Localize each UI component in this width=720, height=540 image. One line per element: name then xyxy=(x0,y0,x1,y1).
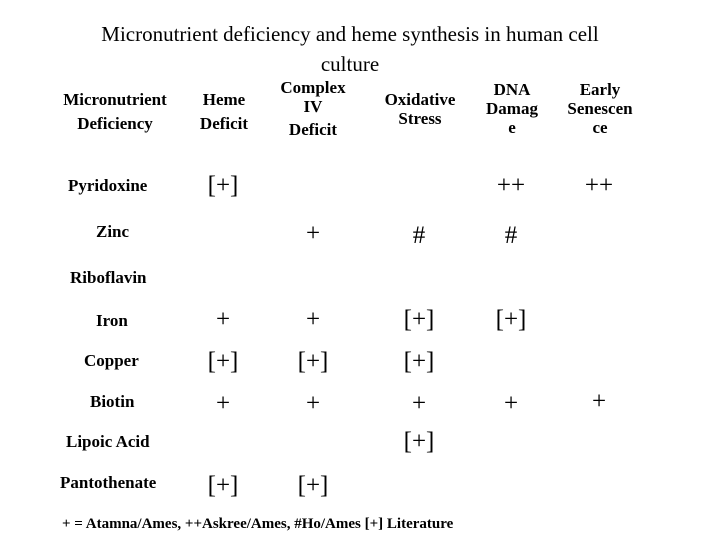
cell-zinc-dna: # xyxy=(504,222,518,249)
cell-pantothenate-complex-iv: [+] xyxy=(297,472,329,499)
cell-pyridoxine-heme: [+] xyxy=(207,172,239,199)
cell-iron-oxidative: [+] xyxy=(403,306,435,333)
header-text: IV xyxy=(303,97,323,116)
cell-pantothenate-heme: [+] xyxy=(207,472,239,499)
row-label-biotin: Biotin xyxy=(90,392,135,411)
cell-biotin-senescence: + xyxy=(591,388,607,415)
cell-zinc-oxidative: # xyxy=(412,222,426,249)
header-text: ce xyxy=(592,118,608,137)
row-label-lipoic-acid: Lipoic Acid xyxy=(66,432,150,451)
row-label-iron: Iron xyxy=(96,311,128,330)
cell-pyridoxine-senescence: ++ xyxy=(584,172,614,199)
header-text: Damag xyxy=(486,99,538,118)
cell-iron-dna: [+] xyxy=(495,306,527,333)
header-text: Senescen xyxy=(567,99,633,118)
row-label-pyridoxine: Pyridoxine xyxy=(68,176,148,195)
cell-copper-heme: [+] xyxy=(207,348,239,375)
cell-lipoic-acid-oxidative: [+] xyxy=(403,428,435,455)
row-label-pantothenate: Pantothenate xyxy=(60,473,157,492)
cell-biotin-oxidative: + xyxy=(411,390,427,417)
legend: + = Atamna/Ames, ++Askree/Ames, #Ho/Ames [+] Literature xyxy=(62,516,454,532)
cell-copper-complex-iv: [+] xyxy=(297,348,329,375)
header-text: Stress xyxy=(398,109,442,128)
header-text: e xyxy=(508,118,516,137)
cell-biotin-complex-iv: + xyxy=(305,390,321,417)
header-heme-deficit xyxy=(184,88,264,136)
header-dna-damage xyxy=(472,80,552,137)
page-title-line-1: Micronutrient deficiency and heme synthesis in human cell xyxy=(101,22,599,46)
cell-zinc-complex-iv: + xyxy=(305,220,321,247)
header-complex-iv-deficit xyxy=(268,78,358,139)
header-micronutrient-deficiency xyxy=(50,88,180,136)
cell-iron-complex-iv: + xyxy=(305,306,321,333)
header-text: Early xyxy=(579,80,621,99)
header-text: Micronutrient xyxy=(63,90,167,109)
header-text: Deficit xyxy=(199,114,249,133)
header-oxidative-stress xyxy=(370,90,470,128)
cell-copper-oxidative: [+] xyxy=(403,348,435,375)
row-label-riboflavin: Riboflavin xyxy=(70,268,147,287)
header-text: Complex xyxy=(280,78,346,97)
cell-biotin-heme: + xyxy=(215,390,231,417)
header-text: Deficit xyxy=(288,120,338,139)
cell-biotin-dna: + xyxy=(503,390,519,417)
row-label-copper: Copper xyxy=(84,351,139,370)
cell-pyridoxine-dna: ++ xyxy=(496,172,526,199)
page-title-line-2: culture xyxy=(320,52,380,76)
header-text: DNA xyxy=(493,80,531,99)
row-label-zinc: Zinc xyxy=(96,222,130,241)
header-early-senescence xyxy=(552,80,648,137)
header-text: Oxidative xyxy=(384,90,456,109)
header-text: Deficiency xyxy=(77,114,153,133)
cell-iron-heme: + xyxy=(215,306,231,333)
header-text: Heme xyxy=(202,90,246,109)
